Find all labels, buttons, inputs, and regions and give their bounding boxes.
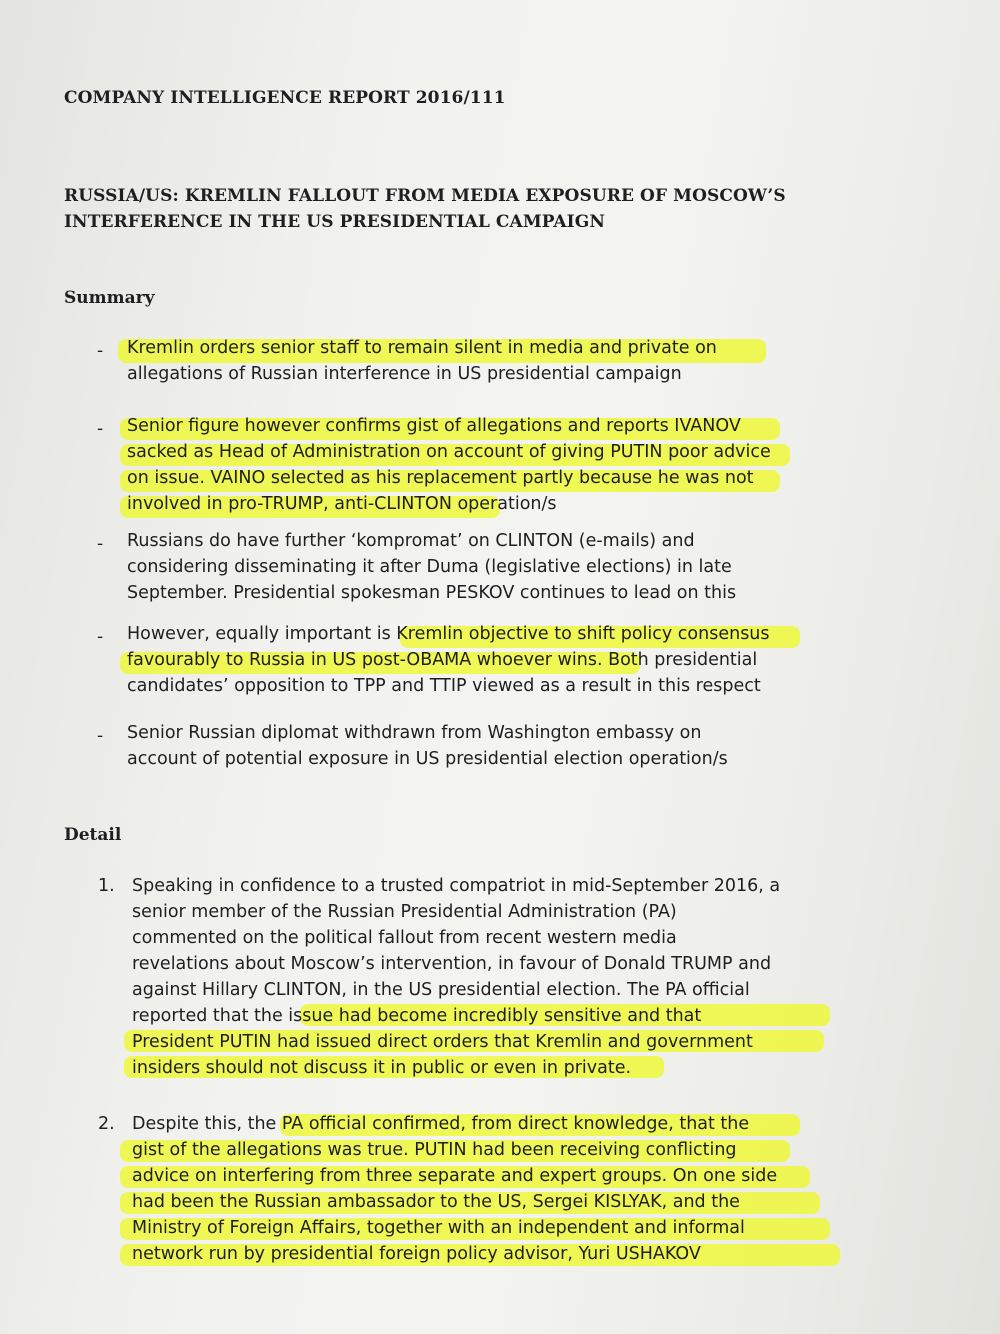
- bullet-marker: -: [97, 419, 104, 439]
- summary-item-line: sacked as Head of Administration on account of giving PUTIN poor advice: [127, 442, 771, 462]
- summary-item-line: September. Presidential spokesman PESKOV continues to lead on this: [127, 583, 737, 603]
- summary-item-line: on issue. VAINO selected as his replacement partly because he was not: [127, 468, 754, 488]
- summary-item-line: Senior Russian diplomat withdrawn from Washington embassy on: [127, 723, 702, 743]
- summary-item-line: favourably to Russia in US post-OBAMA whoever wins. Both presidential: [127, 650, 758, 670]
- headline-line-2: INTERFERENCE IN THE US PRESIDENTIAL CAMPAIGN: [64, 212, 605, 232]
- detail-item-line: Ministry of Foreign Affairs, together with an independent and informal: [132, 1218, 745, 1238]
- summary-item-line: allegations of Russian interference in US presidential campaign: [127, 364, 682, 384]
- summary-item-line: Russians do have further ‘kompromat’ on CLINTON (e-mails) and: [127, 531, 695, 551]
- detail-item-number: 2.: [98, 1114, 115, 1134]
- detail-item-line: senior member of the Russian Presidential Administration (PA): [132, 902, 677, 922]
- bullet-marker: -: [97, 341, 104, 361]
- detail-item-line: Despite this, the PA official confirmed, from direct knowledge, that the: [132, 1114, 750, 1134]
- headline-line-1: RUSSIA/US: KREMLIN FALLOUT FROM MEDIA EXPOSURE OF MOSCOW’S: [64, 186, 786, 206]
- summary-item-line: account of potential exposure in US presidential election operation/s: [127, 749, 728, 769]
- detail-item-line: had been the Russian ambassador to the US, Sergei KISLYAK, and the: [132, 1192, 740, 1212]
- detail-item-line: insiders should not discuss it in public or even in private.: [132, 1058, 632, 1078]
- detail-item-line: network run by presidential foreign policy advisor, Yuri USHAKOV: [132, 1244, 701, 1264]
- summary-item-line: Kremlin orders senior staff to remain silent in media and private on: [127, 338, 717, 358]
- detail-item-number: 1.: [98, 876, 115, 896]
- summary-heading: Summary: [64, 288, 155, 308]
- detail-item-line: reported that the issue had become incredibly sensitive and that: [132, 1006, 702, 1026]
- detail-heading: Detail: [64, 825, 122, 845]
- detail-item-line: against Hillary CLINTON, in the US presidential election. The PA official: [132, 980, 750, 1000]
- bullet-marker: -: [97, 627, 104, 647]
- summary-item-line: However, equally important is Kremlin objective to shift policy consensus: [127, 624, 770, 644]
- detail-item-line: President PUTIN had issued direct orders that Kremlin and government: [132, 1032, 753, 1052]
- detail-item-line: commented on the political fallout from recent western media: [132, 928, 677, 948]
- bullet-marker: -: [97, 726, 104, 746]
- bullet-marker: -: [97, 534, 104, 554]
- summary-item-line: Senior figure however confirms gist of allegations and reports IVANOV: [127, 416, 741, 436]
- summary-item-line: involved in pro-TRUMP, anti-CLINTON operation/s: [127, 494, 557, 514]
- detail-item-line: advice on interfering from three separate and expert groups. On one side: [132, 1166, 778, 1186]
- summary-item-line: considering disseminating it after Duma (legislative elections) in late: [127, 557, 732, 577]
- summary-item-line: candidates’ opposition to TPP and TTIP viewed as a result in this respect: [127, 676, 761, 696]
- detail-item-line: revelations about Moscow’s intervention, in favour of Donald TRUMP and: [132, 954, 772, 974]
- report-title: COMPANY INTELLIGENCE REPORT 2016/111: [64, 88, 506, 108]
- detail-item-line: Speaking in confidence to a trusted compatriot in mid-September 2016, a: [132, 876, 781, 896]
- detail-item-line: gist of the allegations was true. PUTIN had been receiving conflicting: [132, 1140, 737, 1160]
